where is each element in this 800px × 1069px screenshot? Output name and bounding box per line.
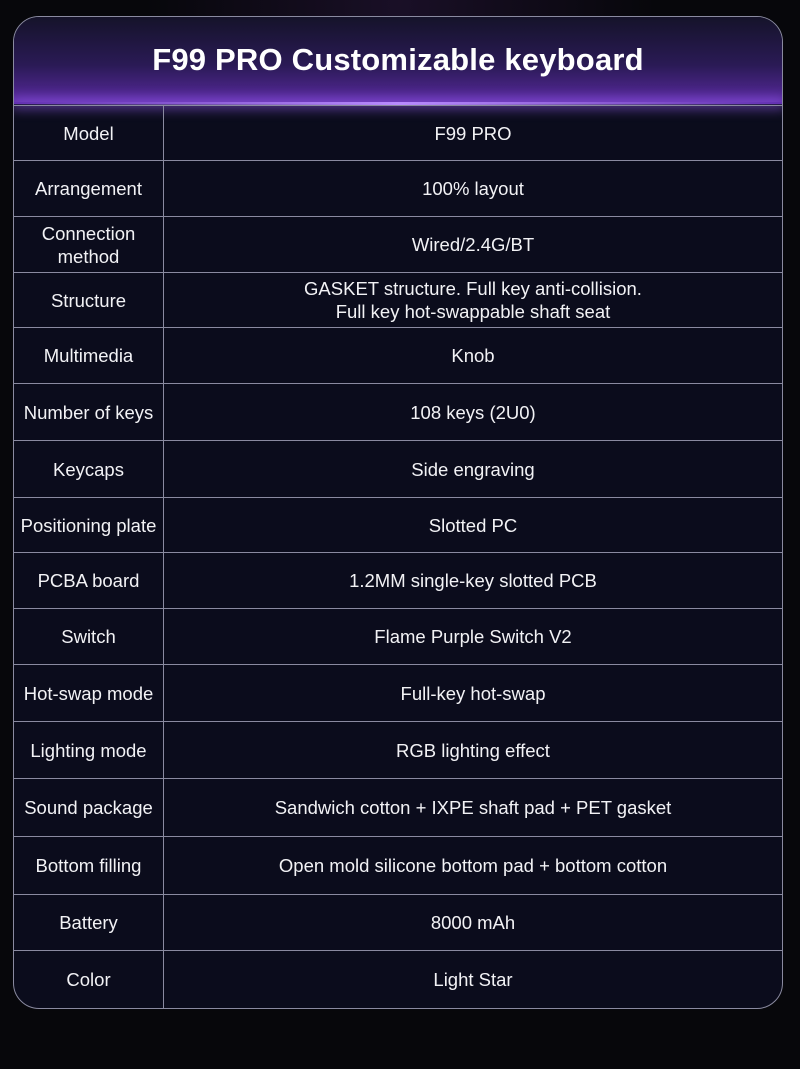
spec-label: PCBA board [14,553,164,609]
table-row [14,217,782,273]
spec-value-cell [164,161,783,217]
spec-value: Side engraving [411,458,535,480]
spec-value-cell [164,106,783,161]
spec-value: Open mold silicone bottom pad + bottom cotton [278,855,668,876]
spec-label: Positioning plate [14,498,164,553]
spec-value-cell [164,498,783,553]
spec-label: Keycaps [14,441,164,498]
spec-value-cell [164,553,783,609]
spec-label: Hot-swap mode [14,665,164,722]
spec-card [13,16,783,1009]
table-row [14,498,782,553]
spec-label: Structure [14,273,164,328]
spec-value-cell [164,895,783,951]
table-row [14,837,782,895]
spec-value-cell [164,384,783,441]
spec-value-cell [164,951,783,1008]
spec-label: Model [14,106,164,161]
spec-value-cell [164,665,783,722]
card-header [14,17,782,104]
spec-label: Switch [14,609,164,665]
page-title: F99 PRO Customizable keyboard [152,41,644,77]
spec-value-cell [164,779,783,837]
table-row [14,106,782,161]
spec-table [14,105,782,1008]
spec-value-cell [164,328,783,384]
spec-table-body [14,106,782,1008]
spec-value: Sandwich cotton + IXPE shaft pad + PET gasket [274,797,672,818]
spec-value: Flame Purple Switch V2 [374,626,572,647]
table-row [14,951,782,1008]
spec-value: GASKET structure. Full key anti-collision. Full key hot-swappable shaft seat [304,278,642,322]
spec-value: Wired/2.4G/BT [411,234,535,255]
spec-value: F99 PRO [434,122,512,144]
table-row [14,779,782,837]
spec-label: Bottom filling [14,837,164,895]
table-row [14,441,782,498]
table-row [14,609,782,665]
spec-value-cell [164,609,783,665]
table-row [14,722,782,779]
table-row [14,895,782,951]
spec-label: Color [14,951,164,1008]
spec-value-cell [164,441,783,498]
table-row [14,273,782,328]
table-row [14,328,782,384]
spec-value: 8000 mAh [430,912,516,933]
table-row [14,553,782,609]
spec-value: 1.2MM single-key slotted PCB [349,570,597,591]
spec-value: Knob [451,345,495,366]
table-row [14,161,782,217]
spec-value-cell [164,837,783,895]
spec-label: Number of keys [14,384,164,441]
spec-label: Lighting mode [14,722,164,779]
spec-value: Full-key hot-swap [400,682,546,704]
spec-value-cell [164,217,783,273]
spec-value: 100% layout [422,178,524,199]
spec-label: Arrangement [14,161,164,217]
spec-value: RGB lighting effect [396,739,550,761]
table-row [14,384,782,441]
spec-value-cell [164,273,783,328]
spec-label: Battery [14,895,164,951]
table-row [14,665,782,722]
spec-value: Slotted PC [428,514,518,536]
spec-label: Sound package [14,779,164,837]
spec-value: 108 keys (2U0) [410,401,536,423]
spec-value-cell [164,722,783,779]
spec-value: Light Star [433,968,513,990]
spec-label: Connection method [14,217,164,273]
spec-label: Multimedia [14,328,164,384]
